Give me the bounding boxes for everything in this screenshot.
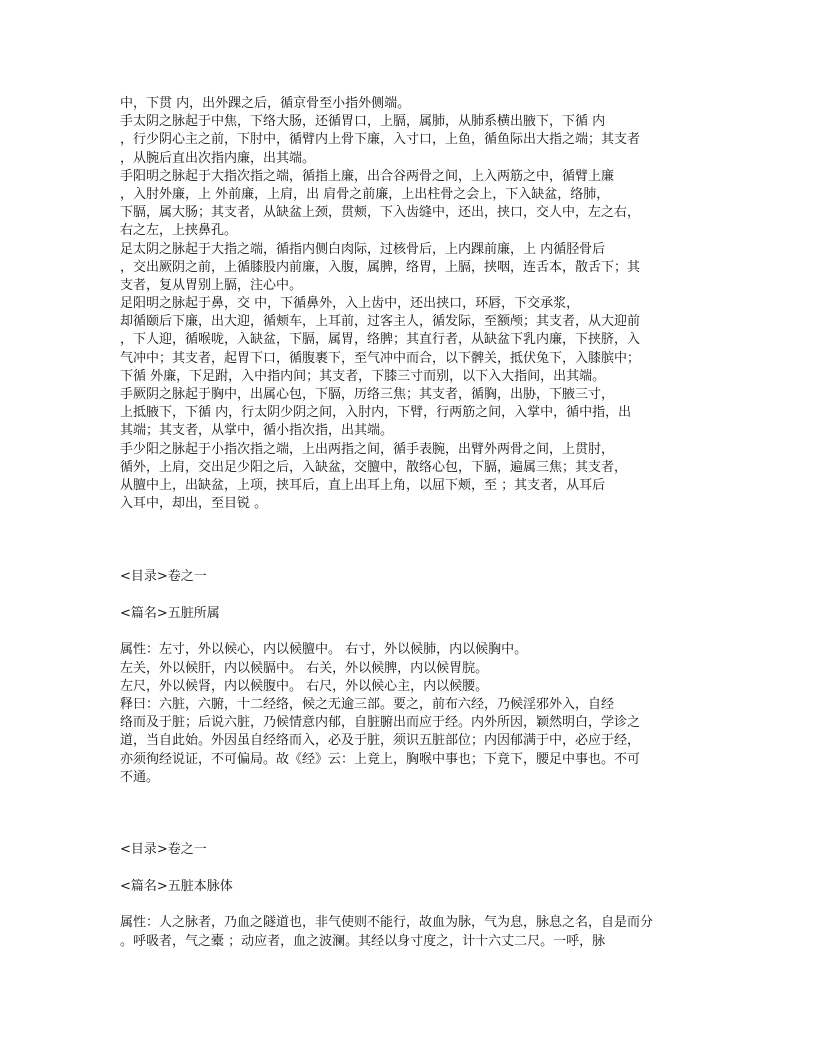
- text-line: 上抵腋下，下循 内，行太阴少阴之间，入肘内，下臂，行两筋之间，入掌中，循中指，出: [120, 405, 632, 421]
- text-line: 入耳中，却出，至目锐 。: [120, 496, 268, 512]
- section-five-organs: [120, 568, 700, 787]
- text-line: 络而及于脏；后说六脏，乃候情意内郁，自脏腑出而应于经。内外所因，颖然明白，学诊之: [120, 715, 641, 731]
- text-line: 手厥阴之脉起于胸中，出属心包，下膈，历络三焦；其支者，循胸，出胁，下腋三寸，: [120, 387, 615, 402]
- text-line: 亦须徇经说证，不可偏局。故《经》云：上竟上，胸喉中事也；下竟下，腰足中事也。不可: [120, 751, 641, 767]
- text-line: 足阳明之脉起于鼻，交 中，下循鼻外，入上齿中，还出挟口，环唇，下交承浆，: [120, 296, 580, 312]
- text-line: 循外，上肩，交出足少阳之后，入缺盆，交膻中，散络心包，下膈，遍属三焦；其支者，: [120, 459, 628, 475]
- text-line: 从膻中上，出缺盆，上项，挟耳后，直上出耳上角，以屈下颊，至 ；其支者，从耳后: [120, 477, 606, 493]
- text-line: ，入肘外廉，上 外前廉，上肩，出 肩骨之前廉，上出柱骨之会上，下入缺盆，络肺，: [120, 186, 610, 202]
- text-line: ，从腕后直出次指内廉，出其端。: [120, 150, 316, 166]
- text-line: 下膈，属大肠；其支者，从缺盆上颈，贯颊，下入齿缝中，还出，挟口，交人中，左之右，: [120, 205, 641, 221]
- text-line: 属性：左寸，外以候心，内以候膻中。 右寸，外以候肺，内以候胸中。: [120, 642, 528, 658]
- text-line: 手阳明之脉起于大指次指之端，循指上廉，出合谷两骨之间，上入两筋之中，循臂上廉: [120, 168, 615, 184]
- chapter-heading: <篇名>五脏本脉体: [120, 878, 233, 894]
- text-line: 不通。: [120, 769, 160, 785]
- chapter-heading: <篇名>五脏所属: [120, 605, 220, 621]
- text-line: 气冲中；其支者，起胃下口，循腹裹下，至气冲中而合，以下髀关，抵伏兔下，入膝膑中；: [120, 350, 641, 366]
- text-line: 手太阴之脉起于中焦，下络大肠，还循胃口，上膈，属肺，从肺系横出腋下，下循 内: [120, 114, 606, 130]
- chapter-body: [120, 641, 700, 787]
- text-line: 支者，复从胃别上膈，注心中。: [120, 277, 303, 293]
- text-line: 左尺，外以候肾，内以候腹中。 右尺，外以候心主，内以候腰。: [120, 678, 489, 694]
- text-line: 下循 外廉，下足跗，入中指内间；其支者，下膝三寸而别，以下入大指间，出其端。: [120, 368, 606, 384]
- text-line: 其端；其支者，从掌中，循小指次指，出其端。: [120, 423, 394, 439]
- text-line: 。呼吸者，气之橐 ；动应者，血之波澜。其经以身寸度之，计十六丈二尺。一呼，脉: [120, 933, 606, 949]
- text-line: 属性：人之脉者，乃血之隧道也，非气使则不能行，故血为脉，气为息，脉息之名，自是而分: [120, 915, 654, 931]
- text-line: 左关，外以候肝，内以候膈中。 右关，外以候脾，内以候胃脘。: [120, 660, 489, 676]
- meridian-text-block: [120, 95, 700, 513]
- section-organ-pulse: [120, 841, 700, 951]
- chapter-body: [120, 914, 700, 950]
- text-line: ，行少阴心主之前，下肘中，循臂内上骨下廉，入寸口，上鱼，循鱼际出大指之端；其支者: [120, 132, 641, 148]
- text-line: ，交出厥阴之前，上循膝股内前廉，入腹，属脾，络胃，上膈，挟咽，连舌本，散舌下；其: [120, 259, 641, 275]
- text-line: 中，下贯 内，出外踝之后，循京骨至小指外侧端。: [120, 96, 411, 111]
- text-line: 释曰：六脏，六腑，十二经络，候之无逾三部。要之，前布六经，乃候淫邪外入，自经: [120, 696, 615, 712]
- text-line: 却循颐后下廉，出大迎，循颊车，上耳前，过客主人，循发际，至额颅；其支者，从大迎前: [120, 314, 641, 330]
- catalog-heading: <目录>卷之一: [120, 842, 207, 857]
- catalog-heading: <目录>卷之一: [120, 569, 207, 584]
- text-line: 右之左，上挟鼻孔。: [120, 223, 238, 239]
- text-line: 道，当自此始。外因虽自经络而入，必及于脏，须识五脏部位；内因郁满于中，必应于经，: [120, 733, 641, 749]
- text-line: 手少阳之脉起于小指次指之端，上出两指之间，循手表腕，出臂外两骨之间，上贯肘，: [120, 441, 615, 457]
- text-line: ，下人迎，循喉咙，入缺盆，下膈，属胃，络脾；其直行者，从缺盆下乳内廉，下挟脐，入: [120, 332, 641, 348]
- text-line: 足太阴之脉起于大指之端，循指内侧白肉际，过核骨后，上内踝前廉，上 内循胫骨后: [120, 241, 606, 257]
